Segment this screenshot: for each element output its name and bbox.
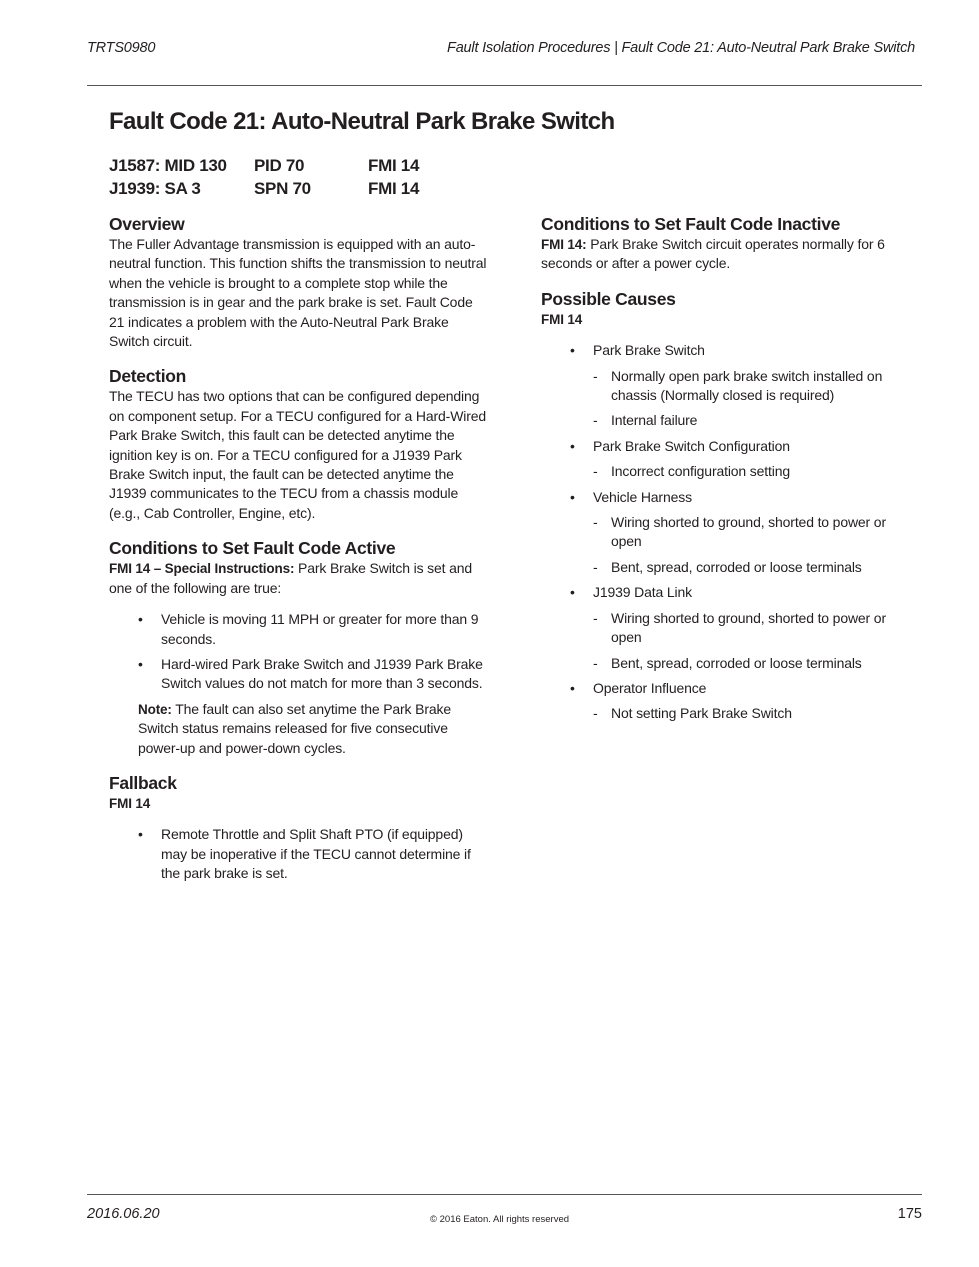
cause-subitem: - Not setting Park Brake Switch — [593, 704, 913, 723]
inactive-conditions-section — [541, 213, 913, 274]
cause-sublist — [593, 462, 913, 481]
page-title: Fault Code 21: Auto-Neutral Park Brake Switch — [109, 108, 615, 135]
right-column — [541, 213, 913, 738]
cause-subitem: - Wiring shorted to ground, shorted to power or open — [593, 609, 913, 648]
inactive-conditions-text — [541, 235, 913, 274]
cause-sublist — [593, 367, 913, 431]
document-id: TRTS0980 — [87, 40, 156, 56]
cause-subitem: - Internal failure — [593, 411, 913, 430]
footer-copyright: © 2016 Eaton. All rights reserved — [430, 1214, 570, 1225]
footer-date: 2016.06.20 — [87, 1206, 160, 1222]
list-item: • Hard-wired Park Brake Switch and J1939 Park Brake Switch values do not match for more than 3 seconds. — [138, 655, 487, 694]
possible-causes-heading: Possible Causes — [541, 288, 676, 309]
cause-item — [570, 488, 913, 578]
causes-fmi-label: FMI 14 — [541, 311, 583, 327]
fallback-list — [109, 825, 487, 883]
header-divider — [87, 85, 922, 86]
possible-causes-list — [541, 341, 913, 724]
active-conditions-lead-text: Park Brake Switch is set and one of the following are true: — [109, 560, 473, 596]
page-number: 175 — [897, 1206, 922, 1222]
detection-text: The TECU has two options that can be configured depending on component setup. For a TECU configured for a Hard-Wired Park Brake Switch, this fault can be detected anytime the ignition key is on. For a TECU configured for a J1939 Park Brake Switch input, the fault can be detected anytime the J1939 communicates to the TECU from a chassis module (e.g., Cab Controller, Engine, etc). — [109, 388, 486, 521]
cause-label: Park Brake Switch — [593, 342, 705, 359]
protocol-cell: J1939: SA 3 — [109, 178, 201, 198]
detection-section — [109, 365, 487, 523]
note — [138, 700, 487, 758]
detection-heading: Detection — [109, 366, 187, 387]
cause-label: Park Brake Switch Configuration — [593, 437, 790, 454]
cause-label: Vehicle Harness — [593, 488, 692, 505]
protocol-cell: J1587: MID 130 — [109, 155, 227, 175]
cause-item — [570, 679, 913, 724]
cause-item — [570, 341, 913, 431]
cause-item — [570, 583, 913, 673]
param-cell: PID 70 — [254, 155, 305, 175]
inactive-conditions-heading: Conditions to Set Fault Code Inactive — [541, 214, 841, 234]
cause-subitem: - Wiring shorted to ground, shorted to power or open — [593, 513, 913, 552]
list-item: • Vehicle is moving 11 MPH or greater for more than 9 seconds. — [138, 610, 487, 649]
cause-subitem: - Bent, spread, corroded or loose terminals — [593, 654, 913, 673]
active-conditions-lead — [109, 559, 487, 598]
left-column — [109, 213, 487, 898]
cause-label: J1939 Data Link — [593, 584, 692, 601]
code-row — [109, 177, 419, 200]
cause-label: Operator Influence — [593, 679, 707, 696]
code-row — [109, 154, 419, 177]
inactive-conditions-lead-text: Park Brake Switch circuit operates normally for 6 seconds or after a power cycle. — [541, 236, 885, 272]
active-conditions-list — [109, 610, 487, 694]
fallback-fmi-label: FMI 14 — [109, 795, 151, 811]
fallback-section — [109, 772, 487, 884]
cause-subitem: - Incorrect configuration setting — [593, 462, 913, 481]
fallback-heading: Fallback — [109, 772, 177, 793]
fault-code-table — [109, 154, 419, 200]
cause-sublist — [593, 704, 913, 723]
inactive-fmi-label: FMI 14: — [541, 237, 587, 252]
possible-causes-section — [541, 288, 913, 724]
fmi-cell: FMI 14 — [368, 178, 420, 198]
active-conditions-heading: Conditions to Set Fault Code Active — [109, 538, 396, 559]
active-conditions-section — [109, 537, 487, 758]
overview-text: The Fuller Advantage transmission is equipped with an auto-neutral function. This function shifts the transmission to neutral when the vehicle is brought to a complete stop while the transmission is in gear and the park brake is set. Fault Code 21 indicates a problem with the Auto-Neutral Park Brake Switch circuit. — [109, 236, 487, 350]
note-text: The fault can also set anytime the Park Brake Switch status remains released for five consecutive power-up and power-down cycles. — [138, 700, 451, 756]
fmi-cell: FMI 14 — [368, 155, 420, 175]
overview-section — [109, 213, 487, 351]
cause-subitem: - Normally open park brake switch installed on chassis (Normally closed is required) — [593, 367, 913, 406]
special-instructions-label: FMI 14 – Special Instructions: — [109, 561, 295, 577]
param-cell: SPN 70 — [254, 178, 311, 198]
list-item: • Remote Throttle and Split Shaft PTO (if equipped) may be inoperative if the TECU cannot determine if the park brake is set. — [138, 825, 487, 883]
cause-item — [570, 437, 913, 482]
cause-sublist — [593, 609, 913, 673]
note-label: Note: — [138, 701, 172, 717]
overview-heading: Overview — [109, 214, 185, 234]
cause-subitem: - Bent, spread, corroded or loose terminals — [593, 558, 913, 577]
header-breadcrumb: Fault Isolation Procedures | Fault Code 21: Auto-Neutral Park Brake Switch — [447, 40, 915, 56]
footer-divider — [87, 1194, 922, 1195]
cause-sublist — [593, 513, 913, 577]
